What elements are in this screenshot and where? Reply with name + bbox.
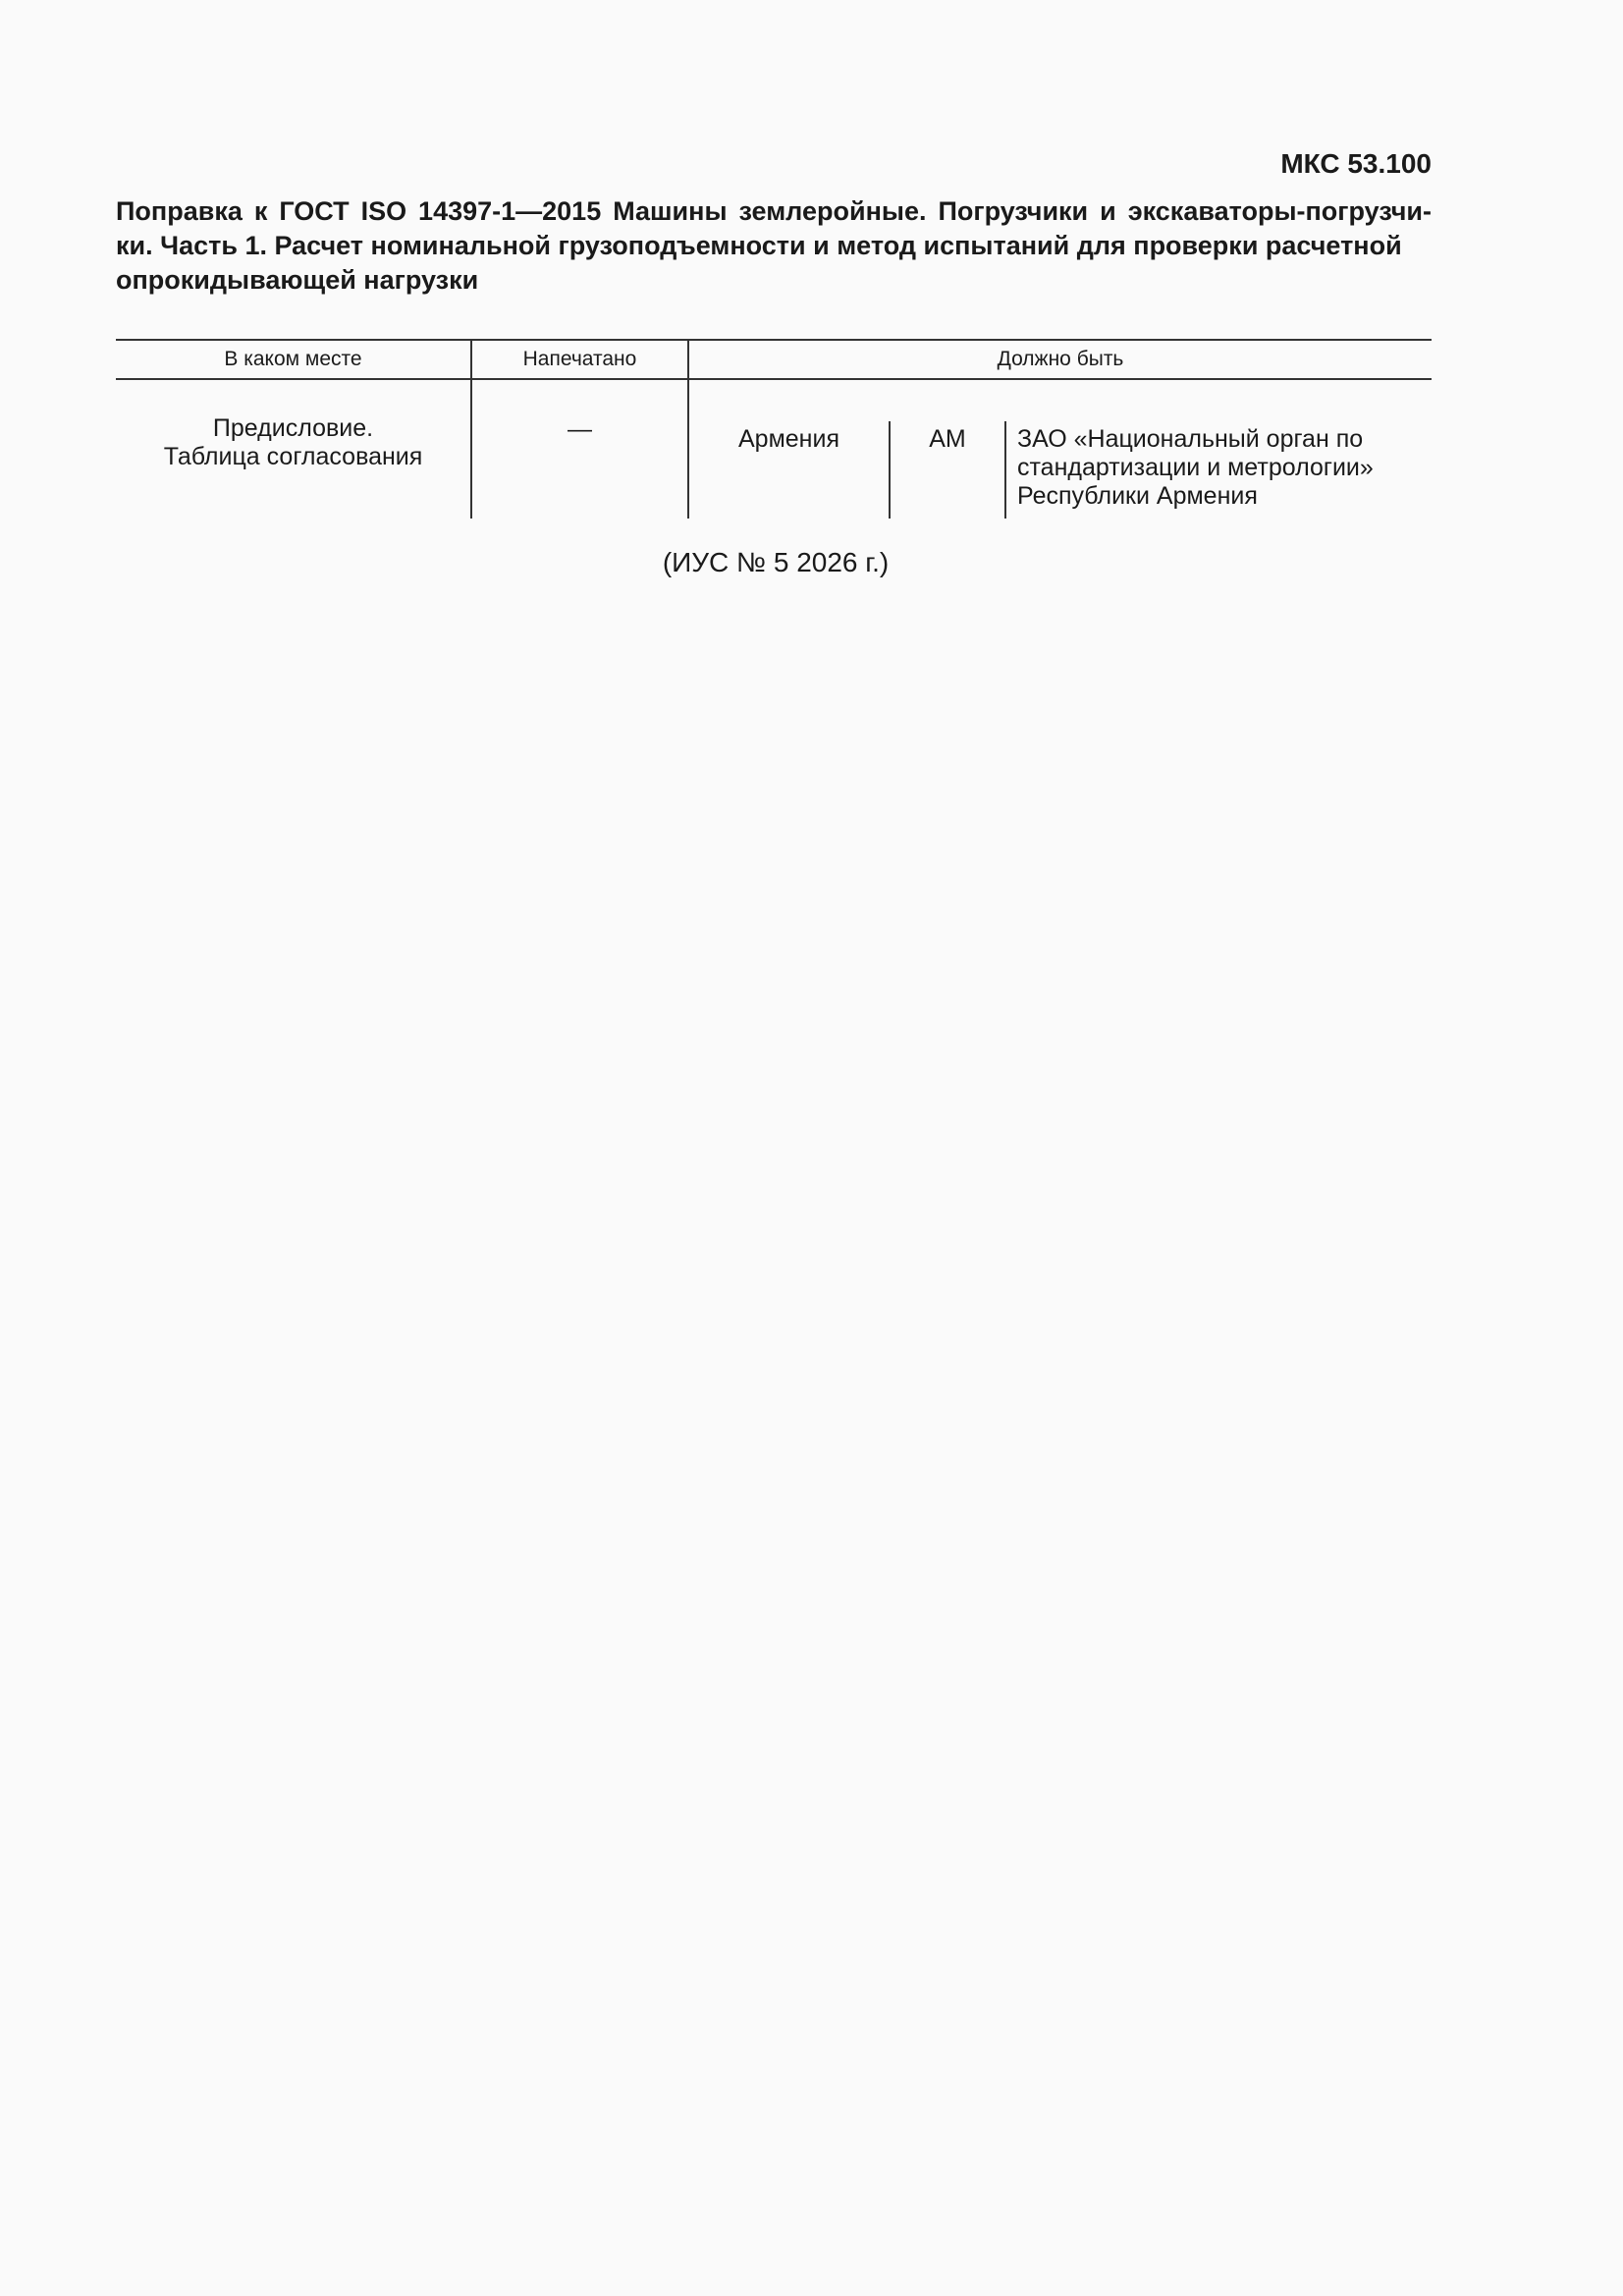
cell-organization xyxy=(1017,425,1432,511)
cell-country: Армения xyxy=(738,425,839,453)
header-should-be: Должно быть xyxy=(997,348,1124,370)
classification-code: МКС 53.100 xyxy=(1280,148,1432,179)
ius-reference: (ИУС № 5 2026 г.) xyxy=(662,547,890,577)
title-line: ки. Часть 1. Расчет номинальной грузоподъемности и метод испытаний для проверки расчетной xyxy=(116,231,1402,260)
cell-place-line: Предисловие. xyxy=(212,414,374,442)
cell-place xyxy=(116,414,470,471)
cell-organization-line: Республики Армения xyxy=(1017,482,1258,510)
cell-place-line: Таблица согласования xyxy=(163,443,423,470)
column-divider xyxy=(1004,421,1006,519)
document-title xyxy=(116,194,1432,298)
cell-printed: — xyxy=(568,415,592,443)
title-line: опрокидывающей нагрузки xyxy=(116,265,479,295)
cell-organization-line: ЗАО «Национальный орган по xyxy=(1017,425,1364,453)
table-header-rule xyxy=(116,378,1432,380)
correction-table xyxy=(116,339,1432,519)
header-printed: Напечатано xyxy=(522,348,637,370)
cell-organization-line: стандартизации и метрологии» xyxy=(1017,454,1374,481)
title-line: Поправка к ГОСТ ISO 14397-1—2015 Машины землеройные. Погрузчики и экскаваторы-погрузчи- xyxy=(116,196,1432,226)
cell-country-code: AM xyxy=(929,425,966,453)
header-place: В каком месте xyxy=(224,348,362,370)
